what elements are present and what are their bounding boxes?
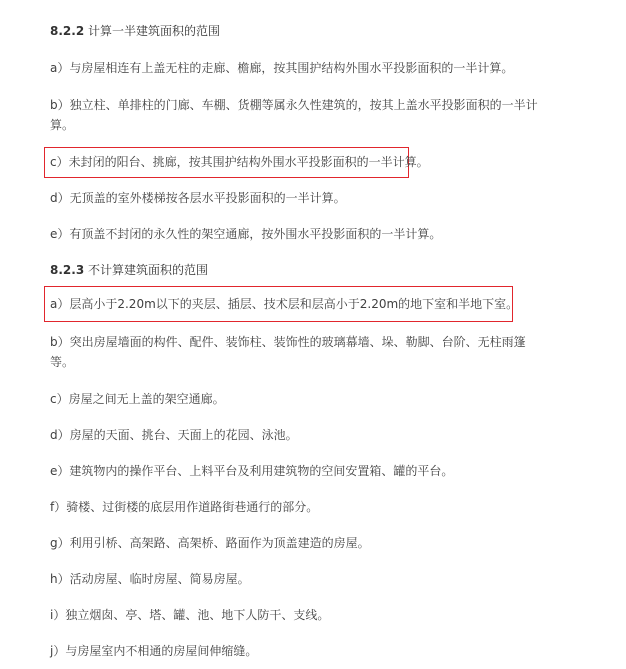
- clause-f-823: f）骑楼、过街楼的底层用作道路街巷通行的部分。: [50, 500, 319, 514]
- clause-d-823: d）房屋的天面、挑台、天面上的花园、泳池。: [50, 428, 298, 442]
- clause-c-822: c）未封闭的阳台、挑廊，按其围护结构外围水平投影面积的一半计算。: [50, 155, 429, 169]
- section-heading-8-2-3: [50, 260, 208, 280]
- clause-b-823-continued: 等。: [50, 355, 75, 369]
- clause-b-823: b）突出房屋墙面的构件、配件、装饰柱、装饰性的玻璃幕墙、垛、勒脚、台阶、无柱雨篷: [50, 335, 526, 349]
- section-number: 8.2.3: [50, 263, 85, 277]
- section-number: 8.2.2: [50, 24, 85, 38]
- clause-h-823: h）活动房屋、临时房屋、简易房屋。: [50, 572, 250, 586]
- clause-b-822-continued: 算。: [50, 118, 75, 132]
- clause-e-823: e）建筑物内的操作平台、上料平台及利用建筑物的空间安置箱、罐的平台。: [50, 464, 454, 478]
- clause-g-823: g）利用引桥、高架路、高架桥、路面作为顶盖建造的房屋。: [50, 536, 370, 550]
- clause-c-823: c）房屋之间无上盖的架空通廊。: [50, 392, 225, 406]
- section-title: 不计算建筑面积的范围: [88, 263, 209, 277]
- clause-e-822: e）有顶盖不封闭的永久性的架空通廊，按外围水平投影面积的一半计算。: [50, 227, 442, 241]
- section-heading-8-2-2: [50, 21, 220, 41]
- section-title: 计算一半建筑面积的范围: [88, 24, 221, 38]
- clause-d-822: d）无顶盖的室外楼梯按各层水平投影面积的一半计算。: [50, 191, 346, 205]
- clause-i-823: i）独立烟囱、亭、塔、罐、池、地下人防干、支线。: [50, 608, 330, 622]
- clause-a-823: a）层高小于2.20m以下的夹层、插层、技术层和层高小于2.20m的地下室和半地下室。: [50, 297, 519, 311]
- clause-j-823: j）与房屋室内不相通的房屋间伸缩缝。: [50, 644, 258, 658]
- clause-a-822: a）与房屋相连有上盖无柱的走廊、檐廊，按其围护结构外围水平投影面积的一半计算。: [50, 61, 514, 75]
- clause-b-822: b）独立柱、单排柱的门廊、车棚、货棚等属永久性建筑的，按其上盖水平投影面积的一半计: [50, 98, 538, 112]
